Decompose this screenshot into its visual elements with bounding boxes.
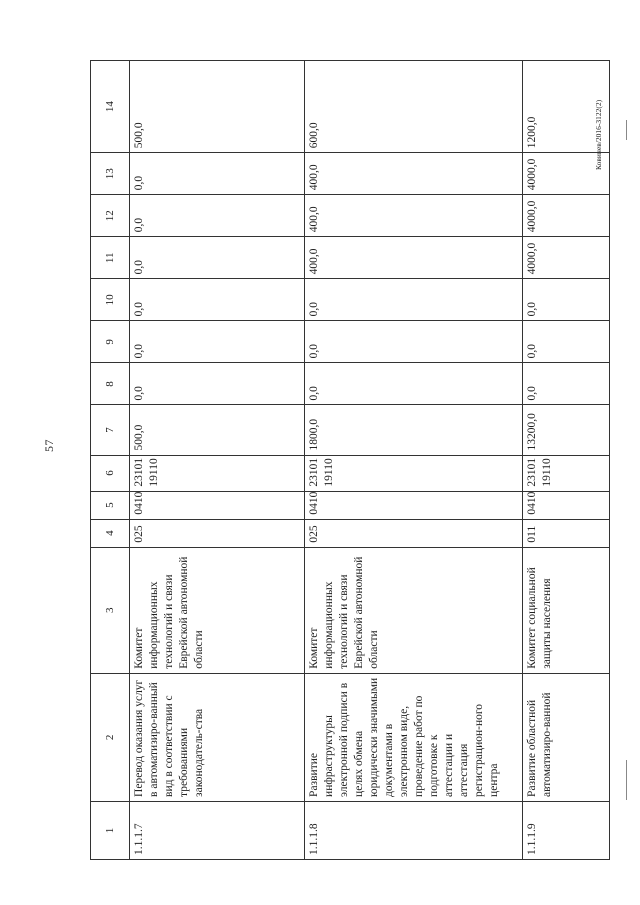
code-grbs: 025 xyxy=(130,519,305,547)
code-csr: 23101 19110 xyxy=(522,455,609,491)
amount-year: 400,0 xyxy=(305,153,523,195)
amount-year: 0,0 xyxy=(305,363,523,405)
amount-year: 0,0 xyxy=(130,279,305,321)
code-rzpr: 0410 xyxy=(130,491,305,519)
header-cell: 7 xyxy=(91,405,130,455)
code-rzpr: 0410 xyxy=(522,491,609,519)
scan-mark xyxy=(626,760,627,800)
header-cell: 1 xyxy=(91,801,130,859)
activity-name: Развитие областной автоматизиро-ванной xyxy=(522,673,609,801)
row-number: 1.1.1.9 xyxy=(522,801,609,859)
header-cell: 10 xyxy=(91,279,130,321)
responsible-executor: Комитет социальной защиты населения xyxy=(522,547,609,673)
header-cell: 12 xyxy=(91,195,130,237)
amount-year: 4000,0 xyxy=(522,153,609,195)
code-csr: 23101 19110 xyxy=(305,455,523,491)
amount-year: 4000,0 xyxy=(522,195,609,237)
amount-year: 0,0 xyxy=(130,237,305,279)
header-cell: 9 xyxy=(91,321,130,363)
table-row xyxy=(522,61,609,860)
code-grbs: 025 xyxy=(305,519,523,547)
amount-year: 0,0 xyxy=(522,279,609,321)
amount-year: 0,0 xyxy=(305,279,523,321)
header-cell: 4 xyxy=(91,519,130,547)
table-row xyxy=(130,61,305,860)
amount-year: 0,0 xyxy=(305,321,523,363)
header-row xyxy=(91,61,130,860)
amount-year: 0,0 xyxy=(522,321,609,363)
row-number: 1.1.1.8 xyxy=(305,801,523,859)
budget-table-rotated xyxy=(90,60,610,860)
amount-year: 0,0 xyxy=(130,321,305,363)
amount-year: 0,0 xyxy=(130,363,305,405)
code-csr: 23101 19110 xyxy=(130,455,305,491)
scan-mark xyxy=(626,120,627,140)
activity-name: Перевод оказания услуг в автоматизиро-ванный вид в соответствии с требованиями законодатель-ства xyxy=(130,673,305,801)
header-cell: 6 xyxy=(91,455,130,491)
amount-year: 0,0 xyxy=(130,153,305,195)
amount-year: 4000,0 xyxy=(522,237,609,279)
amount-total: 1800,0 xyxy=(305,405,523,455)
row-number: 1.1.1.7 xyxy=(130,801,305,859)
activity-name: Развитие инфраструктуры электронной подписи в целях обмена юридически значимыми документами в электронном виде, проведение работ по подготовке к аттестации и аттестация регистрацион-ного центра xyxy=(305,673,523,801)
budget-table xyxy=(90,60,610,860)
page-number: 57 xyxy=(42,439,56,452)
amount-year: 400,0 xyxy=(305,195,523,237)
table-row xyxy=(305,61,523,860)
code-grbs: 011 xyxy=(522,519,609,547)
header-cell: 13 xyxy=(91,153,130,195)
header-cell: 8 xyxy=(91,363,130,405)
amount-year: 400,0 xyxy=(305,237,523,279)
header-cell: 14 xyxy=(91,61,130,153)
responsible-executor: Комитет информационных технологий и связи Еврейской автономной области xyxy=(130,547,305,673)
header-cell: 2 xyxy=(91,673,130,801)
amount-year: 1200,0 xyxy=(522,61,609,153)
amount-total: 500,0 xyxy=(130,405,305,455)
header-cell: 3 xyxy=(91,547,130,673)
amount-year: 600,0 xyxy=(305,61,523,153)
header-cell: 11 xyxy=(91,237,130,279)
document-code: Ковинев/2016-3122(2) xyxy=(594,99,603,170)
amount-year: 0,0 xyxy=(522,363,609,405)
header-cell: 5 xyxy=(91,491,130,519)
amount-year: 500,0 xyxy=(130,61,305,153)
code-rzpr: 0410 xyxy=(305,491,523,519)
amount-total: 13200,0 xyxy=(522,405,609,455)
amount-year: 0,0 xyxy=(130,195,305,237)
responsible-executor: Комитет информационных технологий и связи Еврейской автономной области xyxy=(305,547,523,673)
